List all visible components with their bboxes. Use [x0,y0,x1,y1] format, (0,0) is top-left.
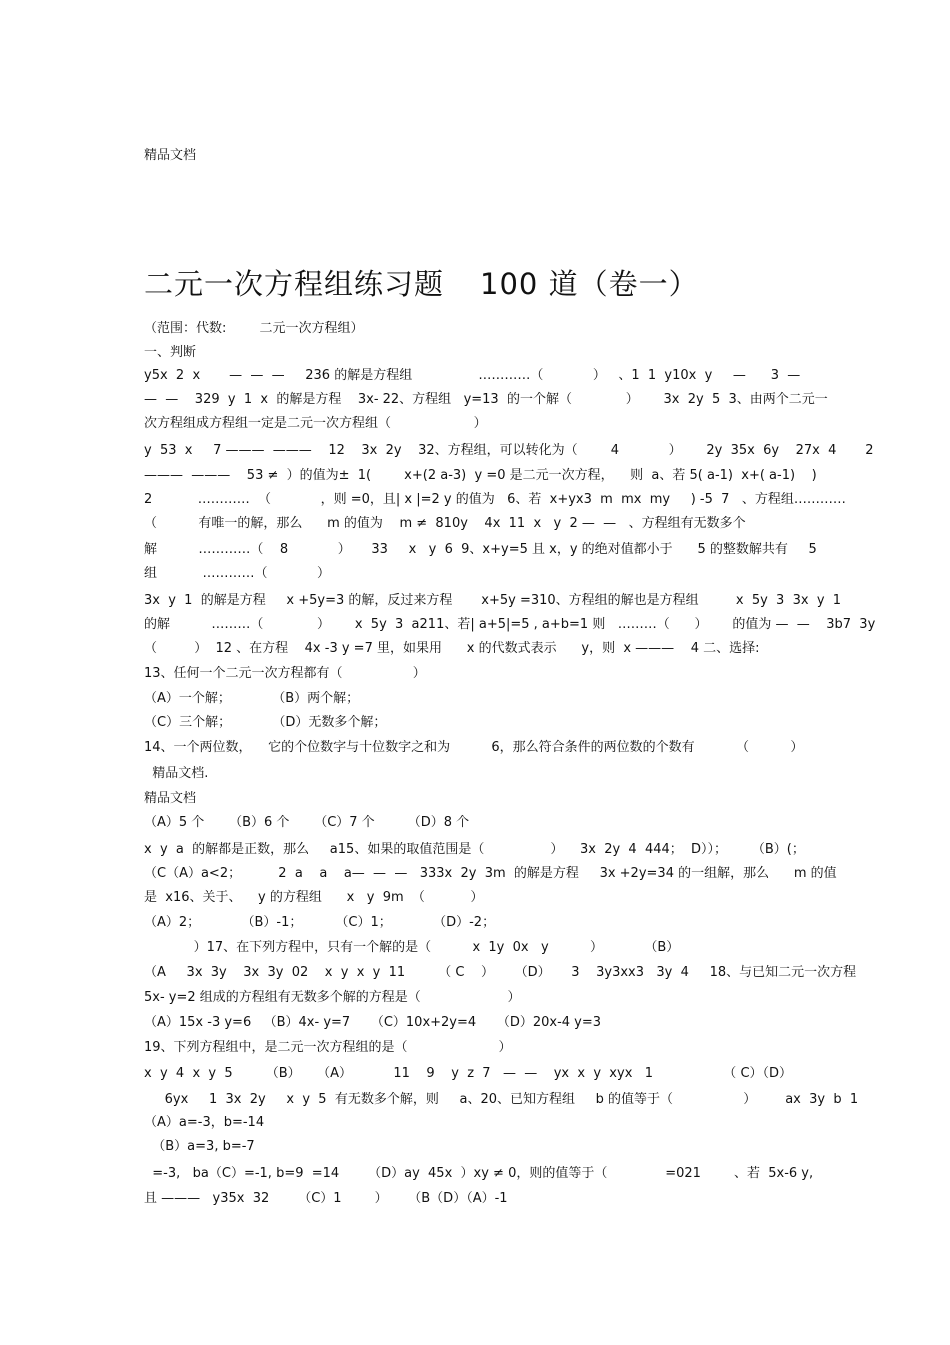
text-line: 且 ——— y35x 32 （C）1 ） （B（D）（A）-1 [144,1191,508,1206]
text-line: x y a 的解都是正数，那么 a15、如果的取值范围是（ ） 3x 2y 4 444； D））； （B）(； [144,842,805,857]
page-header: 精品文档 [144,148,197,163]
text-line: 3x y 1 的解是方程 x +5y=3 的解，反过来方程 x+5y =310、方程组的解也是方程组 x 5y 3 3x y 1 [144,593,842,608]
text-line: 19、下列方程组中，是二元一次方程组的是（ ） [144,1040,512,1055]
text-line: （A）a=-3，b=-14 [144,1115,265,1130]
title-count: 100 道（卷一） [480,267,699,301]
text-line: 组 …………（ ） [144,566,331,581]
text-line: 5x- y=2 组成的方程组有无数多个解的方程是（ ） [144,990,521,1005]
text-line: 13、任何一个二元一次方程都有（ ） [144,666,426,681]
text-line: 次方程组成方程组一定是二元一次方程组（ ） [144,416,487,431]
text-line: — — 329 y 1 x 的解是方程 3x- 22、方程组 y=13 的一个解（ ） 3x 2y 5 3、由两个二元一 [144,392,828,407]
text-line: 精品文档. [144,766,209,781]
text-line: x y 4 x y 5 （B） （A） 11 9 y z 7 — — yx x y xyx 1 （ C）（D） [144,1066,793,1081]
text-line: 是 x16、关于、 y 的方程组 x y 9m （ ） [144,890,484,905]
title-main: 二元一次方程组练习题 [144,267,445,301]
text-line: （A）2； （B）-1； （C）1； （D）-2； [144,915,496,930]
section-heading: 一、判断 [144,345,197,360]
text-line: （C）三个解； （D）无数多个解； [144,715,387,730]
text-line: ）17、在下列方程中，只有一个解的是（ x 1y 0x y ） （B） [144,940,680,955]
text-line: 6yx 1 3x 2y x y 5 有无数多个解，则 a、20、已知方程组 b 的值等于（ ） ax 3y b 1 [144,1092,859,1107]
text-line: 解 …………（ 8 ） 33 x y 6 9、x+y=5 且 x，y 的绝对值都小于 5 的整数解共有 5 [144,542,817,557]
text-line: 14、一个两位数， 它的个位数字与十位数字之和为 6，那么符合条件的两位数的个数有 （ ） [144,740,804,755]
text-line: ——— ——— 53 ≠ ）的值为± 1( x+(2 a-3) y =0 是二元一次方程， 则 a、若 5( a-1) x+( a-1) ) [144,468,817,483]
text-line: （A）一个解； （B）两个解； [144,691,360,706]
text-line: 的解 ………（ ） x 5y 3 a211、若| a+5|=5 , a+b=1 则 ………（ ） 的值为 — — 3b7 3y [144,617,876,632]
text-line: y 53 x 7 ——— ——— 12 3x 2y 32、方程组，可以转化为（ 4 ） 2y 35x 6y 27x 4 2 [144,443,874,458]
text-line: （A 3x 3y 3x 3y 02 x y x y 11 （ C ） （D） 3 3y3xx3 3y 4 18、与已知二元一次方程 [144,965,857,980]
text-line: （C（A）a<2； 2 a a a— — — 333x 2y 3m 的解是方程 3x +2y=34 的一组解，那么 m 的值 [144,866,837,881]
text-line: （A）15x -3 y=6 （B）4x- y=7 （C）10x+2y=4 （D）20x-4 y=3 [144,1015,602,1030]
text-line: 精品文档 [144,791,197,806]
text-line: （A）5 个 （B）6 个 （C）7 个 （D）8 个 [144,815,470,830]
text-line: =-3, ba（C）=-1, b=9 =14 （D）ay 45x ）xy ≠ 0，则的值等于（ =021 、若 5x-6 y, [144,1166,814,1181]
text-line: y5x 2 x — — — 236 的解是方程组 …………（ ） 、1 1 y10x y — 3 — [144,368,801,383]
text-line: 2 ………… （ ，则 =0，且| x |=2 y 的值为 6、若 x+yx3 m mx my ) -5 7 、方程组………… [144,492,846,507]
text-line: （B）a=3, b=-7 [144,1139,255,1154]
text-line: （ ） 12 、在方程 4x -3 y =7 里，如果用 x 的代数式表示 y，则 x ——— 4 二、选择: [144,641,760,656]
page-title [144,262,699,303]
range-note: （范围：代数: 二元一次方程组） [144,321,364,336]
text-line: （ 有唯一的解，那么 m 的值为 m ≠ 810y 4x 11 x y 2 — — 、方程组有无数多个 [144,516,746,531]
